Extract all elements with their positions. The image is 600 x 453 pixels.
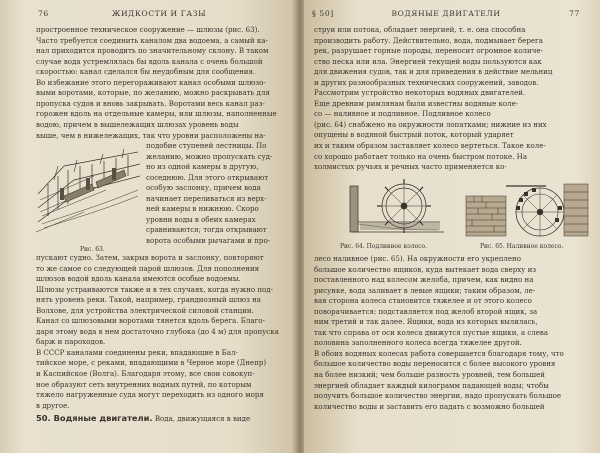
section-heading-tail: Вода, движущаяся в виде [154,414,251,423]
text-line: горожен вдоль на отдельные камеры, или шлюзы, наполненные [36,109,277,119]
text-line: уровни воды в обеих камерах [146,214,256,224]
text-line: ство песка или ила. Энергией текущей воды пользуются как [314,56,542,66]
text-line: особую заслонку, причем вода [146,183,261,193]
text-line: поставленного над колесом желоба, причем, как видно на [314,275,534,285]
text-line: нал приходится проводить по значительному склону. В таком [36,46,269,56]
text-line: вая сторона колеса становится тяжелее и от этого колесо [314,296,532,306]
text-line: выше, чем в нижележащих, так что уровни расположены на- [36,130,266,140]
text-line: скоростью: канал сделался бы неудобным для сообщения. [36,67,256,77]
left-text-block-2 [36,253,279,411]
running-title: ВОДЯНЫЕ ДВИГАТЕЛИ [391,9,501,18]
left-page-header [38,9,280,21]
text-line: опущены в водяной быстрый поток, который ударяет [314,130,514,140]
page-number: 76 [38,9,49,18]
text-line: В обоих водяных колесах работа совершается благодаря тому, что [314,348,564,358]
text-line: сравниваются; тогда открывают [146,225,267,235]
fig63-caption: Рис. 63. [80,246,105,253]
text-line: но из одной камеры в другую, [146,162,259,172]
text-line: со — наливное и подливное. Подливное колесо [314,109,491,119]
fig64-caption: Рис. 64. Подливное колесо. [340,243,428,250]
text-line: барж и пароходов. [36,337,106,347]
undershot-wheel-illustration [348,178,448,240]
text-line: половина заполненного колеса всегда тяжелее другой. [314,338,522,348]
text-line: Еще древним римлянам были известны водяные коле- [314,98,519,108]
section-heading: 50. Водяные двигатели. [36,413,153,423]
text-line: и Каспийское (Волга). Благодаря этому, все свои совокуп- [36,369,255,379]
right-page-header [312,9,580,21]
text-line: так что справа от оси колеса движутся пустые ящики, а слева [314,327,549,337]
text-line: ней камеры в нижнюю. Скоро [146,204,259,214]
right-text-block-1 [314,25,552,173]
left-text-block-1 [36,25,277,130]
text-line: тяжело нагруженные суда могут переходить из одного моря [36,390,264,400]
text-line: получить большое количество энергии, надо пропускать большое [314,391,562,401]
text-line: ное образуют сеть внутренних водных путей, по которым [36,379,252,389]
text-line: Часто требуется соединить каналом два водоема, а самый ка- [36,35,268,45]
fig65-caption: Рис. 65. Наливное колесо. [480,243,564,250]
text-line: рисунке, вода заливает в левые ящики; таким образом, ле- [314,285,536,295]
text-line: Во избежание этого перегораживают канал особыми шлюзо- [36,77,266,87]
right-text-block-2 [314,254,564,412]
text-line: начинает переливаться из верх- [146,193,267,203]
text-line: в другое. [36,400,70,410]
text-line: подобие ступеней лестницы. По [146,141,267,150]
section-50-start [36,413,250,425]
text-line: даря этому вода в нем достаточно глубока (до 4 м) для пропуска [36,326,279,336]
text-line: большое количество ящиков, куда вытекает вода сверху из [314,264,537,274]
text-line: струи или потока, обладает энергией, т. е. она способна [314,25,526,34]
text-line: поворачивается: подставляется под желоб второй ящик, за [314,306,538,316]
text-line: со хорошо работает только на очень быстром потоке. На [314,151,528,161]
text-line: Волхове, для устройства электрической силовой станции. [36,305,254,315]
text-line: выми воротами, которые, по желанию, можно раскрывать для [36,88,270,98]
lock-illustration [34,146,142,241]
text-line: Рассмотрим устройство некоторых водяных двигателей. [314,88,526,98]
text-line: их и таким образом заставляет колесо вертеться. Такое коле- [314,141,546,151]
text-line: ворота особыми рычагами и про- [146,235,271,245]
left-page [0,0,296,453]
section-mark: § 50] [312,9,334,18]
text-line: на более низкий; чем больше разность уровней, тем большей [314,370,545,380]
left-text-wrap-figure [146,141,272,246]
text-line: энергией обладает каждый килограмм падающей воды; чтобы [314,380,549,390]
text-line: соседнюю. Для этого открывают [146,172,269,182]
text-line: производить работу. Действительно, вода, подмывает берега [314,35,543,45]
text-line: тийское море, с реками, впадающими в Черное море (Днепр) [36,358,267,368]
text-line: лесо наливное (рис. 65). На окружности его укреплено [314,254,521,263]
text-line: и других разнообразных технических сооружений, заводов. [314,77,539,87]
text-line: нять уровень реки. Такой, например, грандиозный шлюз на [36,295,261,305]
text-line: ним третий и так далее. Ящики, вода из которых вылилась, [314,317,538,327]
text-line: прострoенное техническое сооружение — шлюзы (рис. 63). [36,25,260,34]
text-line: Шлюзы устраиваются также и в тех случаях, когда нужно под- [36,284,274,294]
right-page [304,0,600,453]
left-text-fullline [36,131,266,142]
text-line: то же самое со следующей парой шлюзов. Для пополнения [36,263,260,273]
text-line: случае вода устремлялась бы вдоль канала с очень большой [36,56,263,66]
text-line: пускают судно. Затем, закрыв ворота и заслонку, повторяют [36,253,264,262]
running-title: ЖИДКОСТИ И ГАЗЫ [111,9,207,18]
text-line: шлюзов водой вдоль канала имеются особые водоемы. [36,274,241,284]
text-line: рек, разрушает горные породы, переносит огромное количе- [314,46,543,56]
overshot-wheel-illustration [464,176,590,240]
text-line: Канал со шлюзовыми воротами тянется вдоль берега. Благо- [36,316,265,326]
text-line: большое количество воды переносится с более высокого уровня [314,359,556,369]
text-line: холмистых ручьях и речных часто применяется ко- [314,162,507,172]
text-line: (рис. 64) снабжено на окружности лопатками; нижние из них [314,119,547,129]
text-line: пропуска судов и вновь закрывать. Воротами весь канал раз- [36,98,265,108]
text-line: желанию, можно пропускать суд- [146,151,273,161]
text-line: для движения судов, так и для приведения в действие мельниц [314,67,553,77]
text-line: В СССР каналами соединены реки, впадающие в Бал- [36,347,238,357]
text-line: водою, причем в вышележащих шлюзах уровень воды [36,119,239,129]
text-line: количество воды и заставить его падать с возможно большей [314,401,545,411]
page-number: 77 [569,9,580,18]
